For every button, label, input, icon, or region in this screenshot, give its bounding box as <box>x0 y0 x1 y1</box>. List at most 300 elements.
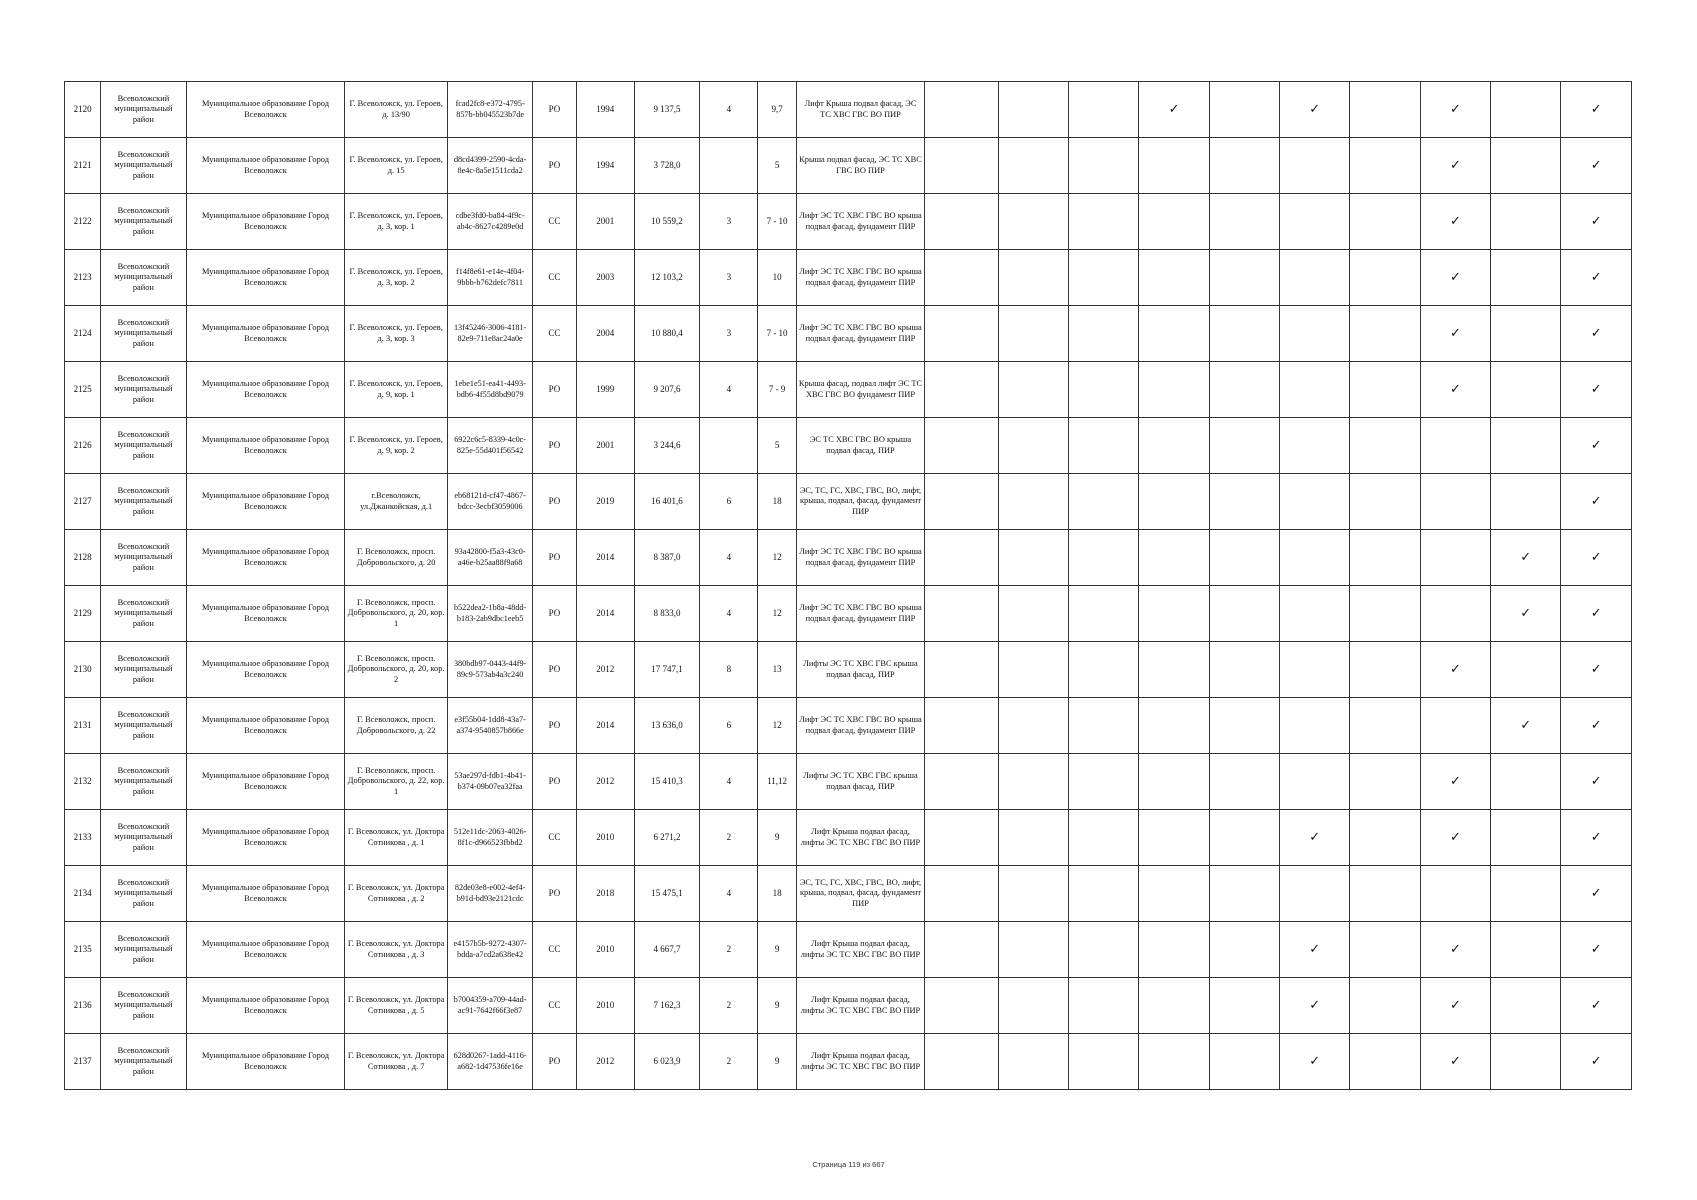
empty-cell <box>1069 642 1139 698</box>
municipality-cell: Муниципальное образование Город Всеволожск <box>186 866 345 922</box>
empty-cell <box>1069 754 1139 810</box>
count-cell: 3 <box>700 250 758 306</box>
address-cell: Г. Всеволожск, ул. Доктора Сотникова , д. 5 <box>345 978 448 1034</box>
table-row <box>65 306 1632 362</box>
address-cell: Г. Всеволожск, просп. Добровольского, д. 20, кор. 2 <box>345 642 448 698</box>
empty-cell <box>1491 474 1561 530</box>
empty-cell <box>1069 978 1139 1034</box>
municipality-cell: Муниципальное образование Город Всеволожск <box>186 530 345 586</box>
floors-cell: 9 <box>758 978 796 1034</box>
year-cell: 2003 <box>576 250 634 306</box>
house-uuid-cell: b7004359-a709-44ad-ac91-7642f66f3e87 <box>447 978 532 1034</box>
check-mark-icon: ✓ <box>1561 586 1632 642</box>
area-cell: 4 667,7 <box>634 922 699 978</box>
year-cell: 2012 <box>576 754 634 810</box>
empty-cell <box>1139 1034 1209 1090</box>
empty-cell <box>1491 138 1561 194</box>
check-mark-icon: ✓ <box>1420 362 1490 418</box>
empty-cell <box>1209 586 1279 642</box>
empty-cell <box>1491 362 1561 418</box>
empty-cell <box>1139 250 1209 306</box>
empty-cell <box>1491 642 1561 698</box>
check-mark-icon: ✓ <box>1491 698 1561 754</box>
empty-cell <box>1350 362 1420 418</box>
empty-cell <box>1491 866 1561 922</box>
house-uuid-cell: f14f8e61-e14e-4f04-9bbb-b762defc7811 <box>447 250 532 306</box>
year-cell: 2014 <box>576 586 634 642</box>
check-mark-icon: ✓ <box>1561 922 1632 978</box>
wall-type-cell: СС <box>533 306 576 362</box>
count-cell: 3 <box>700 306 758 362</box>
empty-cell <box>998 810 1068 866</box>
floors-cell: 9 <box>758 810 796 866</box>
empty-cell <box>1209 306 1279 362</box>
year-cell: 2012 <box>576 642 634 698</box>
district-cell: Всеволожский муниципальный район <box>101 82 186 138</box>
district-cell: Всеволожский муниципальный район <box>101 138 186 194</box>
empty-cell <box>1280 866 1350 922</box>
empty-cell <box>1209 82 1279 138</box>
wall-type-cell: СС <box>533 978 576 1034</box>
check-mark-icon: ✓ <box>1139 82 1209 138</box>
row-number: 2137 <box>65 1034 101 1090</box>
row-number: 2125 <box>65 362 101 418</box>
empty-cell <box>1491 810 1561 866</box>
district-cell: Всеволожский муниципальный район <box>101 922 186 978</box>
municipality-cell: Муниципальное образование Город Всеволожск <box>186 474 345 530</box>
empty-cell <box>998 586 1068 642</box>
empty-cell <box>1069 530 1139 586</box>
house-uuid-cell: e3f55b04-1dd8-43a7-a374-9540857b866e <box>447 698 532 754</box>
empty-cell <box>1139 194 1209 250</box>
empty-cell <box>1209 698 1279 754</box>
empty-cell <box>998 866 1068 922</box>
check-mark-icon: ✓ <box>1561 754 1632 810</box>
count-cell: 3 <box>700 194 758 250</box>
wall-type-cell: РО <box>533 866 576 922</box>
empty-cell <box>1209 362 1279 418</box>
works-list-cell: Лифт Крыша подвал фасад, ЭС ТС ХВС ГВС ВО ПИР <box>796 82 925 138</box>
works-list-cell: Лифт Крыша подвал фасад, лифты ЭС ТС ХВС ГВС ВО ПИР <box>796 922 925 978</box>
empty-cell <box>1491 250 1561 306</box>
empty-cell <box>1491 922 1561 978</box>
house-uuid-cell: 628d0267-1add-4116-a682-1d47536fe16e <box>447 1034 532 1090</box>
empty-cell <box>1491 306 1561 362</box>
empty-cell <box>1209 194 1279 250</box>
floors-cell: 11,12 <box>758 754 796 810</box>
empty-cell <box>1350 530 1420 586</box>
empty-cell <box>1139 642 1209 698</box>
empty-cell <box>998 698 1068 754</box>
check-mark-icon: ✓ <box>1420 306 1490 362</box>
house-uuid-cell: cdbe3fd0-ba84-4f9c-ab4c-8627c4289e0d <box>447 194 532 250</box>
row-number: 2131 <box>65 698 101 754</box>
empty-cell <box>925 194 998 250</box>
empty-cell <box>1491 754 1561 810</box>
wall-type-cell: РО <box>533 362 576 418</box>
works-list-cell: Лифт ЭС ТС ХВС ГВС ВО крыша подвал фасад, фундамент ПИР <box>796 530 925 586</box>
empty-cell <box>1209 978 1279 1034</box>
empty-cell <box>925 530 998 586</box>
count-cell <box>700 138 758 194</box>
check-mark-icon: ✓ <box>1561 82 1632 138</box>
row-number: 2128 <box>65 530 101 586</box>
check-mark-icon: ✓ <box>1561 978 1632 1034</box>
address-cell: Г. Всеволожск, ул. Героев, д. 3, кор. 2 <box>345 250 448 306</box>
works-list-cell: Лифт Крыша подвал фасад, лифты ЭС ТС ХВС ГВС ВО ПИР <box>796 978 925 1034</box>
address-cell: Г. Всеволожск, ул. Героев, д. 13/90 <box>345 82 448 138</box>
row-number: 2122 <box>65 194 101 250</box>
empty-cell <box>998 250 1068 306</box>
empty-cell <box>1350 810 1420 866</box>
address-cell: Г. Всеволожск, просп. Добровольского, д. 20 <box>345 530 448 586</box>
check-mark-icon: ✓ <box>1491 586 1561 642</box>
row-number: 2129 <box>65 586 101 642</box>
empty-cell <box>1350 82 1420 138</box>
count-cell: 4 <box>700 530 758 586</box>
house-uuid-cell: 13f45246-3006-4181-82e9-711e8ac24a0e <box>447 306 532 362</box>
area-cell: 12 103,2 <box>634 250 699 306</box>
empty-cell <box>1069 698 1139 754</box>
year-cell: 1994 <box>576 138 634 194</box>
empty-cell <box>998 82 1068 138</box>
check-mark-icon: ✓ <box>1561 810 1632 866</box>
empty-cell <box>1280 474 1350 530</box>
table-row <box>65 362 1632 418</box>
district-cell: Всеволожский муниципальный район <box>101 250 186 306</box>
floors-cell: 9 <box>758 922 796 978</box>
municipality-cell: Муниципальное образование Город Всеволожск <box>186 810 345 866</box>
empty-cell <box>1209 1034 1279 1090</box>
district-cell: Всеволожский муниципальный район <box>101 642 186 698</box>
check-mark-icon: ✓ <box>1420 754 1490 810</box>
count-cell: 2 <box>700 1034 758 1090</box>
municipality-cell: Муниципальное образование Город Всеволожск <box>186 1034 345 1090</box>
district-cell: Всеволожский муниципальный район <box>101 362 186 418</box>
empty-cell <box>998 306 1068 362</box>
wall-type-cell: РО <box>533 138 576 194</box>
house-uuid-cell: fcad2fc8-e372-4795-857b-bb045523b7de <box>447 82 532 138</box>
municipality-cell: Муниципальное образование Город Всеволожск <box>186 194 345 250</box>
check-mark-icon: ✓ <box>1420 138 1490 194</box>
empty-cell <box>1209 530 1279 586</box>
empty-cell <box>1420 474 1490 530</box>
municipality-cell: Муниципальное образование Город Всеволожск <box>186 978 345 1034</box>
year-cell: 2014 <box>576 530 634 586</box>
empty-cell <box>1350 138 1420 194</box>
empty-cell <box>998 362 1068 418</box>
check-mark-icon: ✓ <box>1280 922 1350 978</box>
row-number: 2123 <box>65 250 101 306</box>
empty-cell <box>1139 474 1209 530</box>
empty-cell <box>1209 418 1279 474</box>
municipality-cell: Муниципальное образование Город Всеволожск <box>186 362 345 418</box>
house-uuid-cell: eb68121d-cf47-4867-bdcc-3ecbf3059006 <box>447 474 532 530</box>
district-cell: Всеволожский муниципальный район <box>101 474 186 530</box>
wall-type-cell: РО <box>533 418 576 474</box>
house-uuid-cell: d8cd4399-2590-4cda-8e4c-8a5e1511cda2 <box>447 138 532 194</box>
row-number: 2133 <box>65 810 101 866</box>
year-cell: 2010 <box>576 978 634 1034</box>
table-row <box>65 194 1632 250</box>
district-cell: Всеволожский муниципальный район <box>101 698 186 754</box>
year-cell: 2001 <box>576 194 634 250</box>
empty-cell <box>998 138 1068 194</box>
empty-cell <box>925 1034 998 1090</box>
empty-cell <box>1069 194 1139 250</box>
wall-type-cell: РО <box>533 698 576 754</box>
district-cell: Всеволожский муниципальный район <box>101 978 186 1034</box>
floors-cell: 12 <box>758 586 796 642</box>
address-cell: Г. Всеволожск, ул. Героев, д. 9, кор. 2 <box>345 418 448 474</box>
works-list-cell: Крыша фасад, подвал лифт ЭС ТС ХВС ГВС ВО фундамент ПИР <box>796 362 925 418</box>
address-cell: Г. Всеволожск, ул. Доктора Сотникова , д. 3 <box>345 922 448 978</box>
municipality-cell: Муниципальное образование Город Всеволожск <box>186 418 345 474</box>
empty-cell <box>998 642 1068 698</box>
year-cell: 2004 <box>576 306 634 362</box>
check-mark-icon: ✓ <box>1491 530 1561 586</box>
wall-type-cell: РО <box>533 642 576 698</box>
check-mark-icon: ✓ <box>1420 922 1490 978</box>
floors-cell: 5 <box>758 138 796 194</box>
empty-cell <box>998 418 1068 474</box>
year-cell: 1999 <box>576 362 634 418</box>
house-uuid-cell: 512e11dc-2063-4026-8f1c-d966523fbbd2 <box>447 810 532 866</box>
check-mark-icon: ✓ <box>1420 194 1490 250</box>
municipality-cell: Муниципальное образование Город Всеволожск <box>186 586 345 642</box>
address-cell: Г. Всеволожск, ул. Героев, д. 9, кор. 1 <box>345 362 448 418</box>
area-cell: 3 728,0 <box>634 138 699 194</box>
empty-cell <box>1491 978 1561 1034</box>
empty-cell <box>925 642 998 698</box>
empty-cell <box>998 978 1068 1034</box>
empty-cell <box>1209 250 1279 306</box>
empty-cell <box>1420 586 1490 642</box>
address-cell: Г. Всеволожск, ул. Героев, д. 15 <box>345 138 448 194</box>
empty-cell <box>1350 250 1420 306</box>
floors-cell: 7 - 9 <box>758 362 796 418</box>
empty-cell <box>925 82 998 138</box>
empty-cell <box>1139 530 1209 586</box>
works-list-cell: Лифты ЭС ТС ХВС ГВС крыша подвал фасад, ПИР <box>796 642 925 698</box>
empty-cell <box>1069 866 1139 922</box>
empty-cell <box>1209 866 1279 922</box>
empty-cell <box>1069 1034 1139 1090</box>
empty-cell <box>925 418 998 474</box>
row-number: 2120 <box>65 82 101 138</box>
empty-cell <box>1069 810 1139 866</box>
address-cell: Г. Всеволожск, просп. Добровольского, д. 20, кор. 1 <box>345 586 448 642</box>
area-cell: 13 636,0 <box>634 698 699 754</box>
wall-type-cell: СС <box>533 194 576 250</box>
row-number: 2130 <box>65 642 101 698</box>
empty-cell <box>1280 530 1350 586</box>
empty-cell <box>1209 138 1279 194</box>
empty-cell <box>1280 754 1350 810</box>
empty-cell <box>1491 418 1561 474</box>
empty-cell <box>1350 306 1420 362</box>
check-mark-icon: ✓ <box>1561 698 1632 754</box>
house-uuid-cell: e4157b5b-9272-4307-bdda-a7cd2a638e42 <box>447 922 532 978</box>
floors-cell: 12 <box>758 698 796 754</box>
count-cell: 6 <box>700 698 758 754</box>
table-row <box>65 530 1632 586</box>
works-list-cell: Лифт ЭС ТС ХВС ГВС ВО крыша подвал фасад, фундамент ПИР <box>796 698 925 754</box>
empty-cell <box>1069 922 1139 978</box>
empty-cell <box>925 810 998 866</box>
wall-type-cell: СС <box>533 922 576 978</box>
empty-cell <box>998 754 1068 810</box>
empty-cell <box>925 866 998 922</box>
house-uuid-cell: 53ae297d-fdb1-4b41-b374-09b07ea32faa <box>447 754 532 810</box>
row-number: 2134 <box>65 866 101 922</box>
row-number: 2135 <box>65 922 101 978</box>
empty-cell <box>1280 642 1350 698</box>
house-uuid-cell: 82de03e8-e002-4ef4-b91d-bd93e2121cdc <box>447 866 532 922</box>
row-number: 2121 <box>65 138 101 194</box>
check-mark-icon: ✓ <box>1280 82 1350 138</box>
floors-cell: 5 <box>758 418 796 474</box>
works-list-cell: Лифт ЭС ТС ХВС ГВС ВО крыша подвал фасад, фундамент ПИР <box>796 194 925 250</box>
count-cell: 2 <box>700 978 758 1034</box>
check-mark-icon: ✓ <box>1420 642 1490 698</box>
empty-cell <box>1209 754 1279 810</box>
count-cell: 4 <box>700 754 758 810</box>
empty-cell <box>1350 586 1420 642</box>
empty-cell <box>1139 754 1209 810</box>
address-cell: Г. Всеволожск, ул. Доктора Сотникова , д. 7 <box>345 1034 448 1090</box>
area-cell: 6 271,2 <box>634 810 699 866</box>
empty-cell <box>1350 418 1420 474</box>
address-cell: Г. Всеволожск, ул. Героев, д. 3, кор. 1 <box>345 194 448 250</box>
check-mark-icon: ✓ <box>1561 194 1632 250</box>
empty-cell <box>998 474 1068 530</box>
table-row <box>65 82 1632 138</box>
works-list-cell: Лифт ЭС ТС ХВС ГВС ВО крыша подвал фасад, фундамент ПИР <box>796 586 925 642</box>
check-mark-icon: ✓ <box>1420 1034 1490 1090</box>
wall-type-cell: СС <box>533 250 576 306</box>
check-mark-icon: ✓ <box>1561 418 1632 474</box>
empty-cell <box>925 922 998 978</box>
empty-cell <box>1209 922 1279 978</box>
area-cell: 3 244,6 <box>634 418 699 474</box>
wall-type-cell: СС <box>533 810 576 866</box>
area-cell: 6 023,9 <box>634 1034 699 1090</box>
address-cell: Г. Всеволожск, ул. Доктора Сотникова , д. 2 <box>345 866 448 922</box>
check-mark-icon: ✓ <box>1561 474 1632 530</box>
district-cell: Всеволожский муниципальный район <box>101 586 186 642</box>
check-mark-icon: ✓ <box>1280 810 1350 866</box>
house-uuid-cell: 1ebe1e51-ea41-4493-bdb6-4f55d8bd9079 <box>447 362 532 418</box>
floors-cell: 7 - 10 <box>758 194 796 250</box>
wall-type-cell: РО <box>533 82 576 138</box>
empty-cell <box>1491 82 1561 138</box>
floors-cell: 18 <box>758 866 796 922</box>
check-mark-icon: ✓ <box>1561 530 1632 586</box>
empty-cell <box>1280 418 1350 474</box>
district-cell: Всеволожский муниципальный район <box>101 194 186 250</box>
area-cell: 16 401,6 <box>634 474 699 530</box>
check-mark-icon: ✓ <box>1561 306 1632 362</box>
works-list-cell: ЭС, ТС, ГС, ХВС, ГВС, ВО, лифт, крыша, подвал, фасад, фундамент ПИР <box>796 474 925 530</box>
check-mark-icon: ✓ <box>1420 978 1490 1034</box>
empty-cell <box>1280 306 1350 362</box>
empty-cell <box>1350 194 1420 250</box>
empty-cell <box>1280 586 1350 642</box>
empty-cell <box>1139 418 1209 474</box>
check-mark-icon: ✓ <box>1420 250 1490 306</box>
address-cell: Г. Всеволожск, просп. Добровольского, д. 22, кор. 1 <box>345 754 448 810</box>
row-number: 2127 <box>65 474 101 530</box>
empty-cell <box>1280 138 1350 194</box>
row-number: 2136 <box>65 978 101 1034</box>
empty-cell <box>998 922 1068 978</box>
works-list-cell: Лифт ЭС ТС ХВС ГВС ВО крыша подвал фасад, фундамент ПИР <box>796 250 925 306</box>
empty-cell <box>1209 642 1279 698</box>
floors-cell: 18 <box>758 474 796 530</box>
empty-cell <box>1209 810 1279 866</box>
floors-cell: 12 <box>758 530 796 586</box>
year-cell: 2018 <box>576 866 634 922</box>
empty-cell <box>1139 922 1209 978</box>
empty-cell <box>1350 866 1420 922</box>
empty-cell <box>1350 698 1420 754</box>
floors-cell: 7 - 10 <box>758 306 796 362</box>
empty-cell <box>1280 698 1350 754</box>
table-row <box>65 922 1632 978</box>
count-cell: 6 <box>700 474 758 530</box>
area-cell: 9 137,5 <box>634 82 699 138</box>
table-row <box>65 138 1632 194</box>
area-cell: 9 207,6 <box>634 362 699 418</box>
area-cell: 17 747,1 <box>634 642 699 698</box>
year-cell: 2019 <box>576 474 634 530</box>
area-cell: 7 162,3 <box>634 978 699 1034</box>
house-uuid-cell: 93a42800-f5a3-43c0-a46e-b25aa88f9a68 <box>447 530 532 586</box>
municipality-cell: Муниципальное образование Город Всеволожск <box>186 922 345 978</box>
empty-cell <box>1420 530 1490 586</box>
works-list-cell: Лифт Крыша подвал фасад, лифты ЭС ТС ХВС ГВС ВО ПИР <box>796 1034 925 1090</box>
works-list-cell: Лифт ЭС ТС ХВС ГВС ВО крыша подвал фасад, фундамент ПИР <box>796 306 925 362</box>
table-row <box>65 474 1632 530</box>
empty-cell <box>1280 250 1350 306</box>
wall-type-cell: РО <box>533 474 576 530</box>
table-row <box>65 586 1632 642</box>
works-list-cell: Лифт Крыша подвал фасад, лифты ЭС ТС ХВС ГВС ВО ПИР <box>796 810 925 866</box>
empty-cell <box>998 530 1068 586</box>
district-cell: Всеволожский муниципальный район <box>101 754 186 810</box>
check-mark-icon: ✓ <box>1561 250 1632 306</box>
municipality-cell: Муниципальное образование Город Всеволожск <box>186 698 345 754</box>
house-uuid-cell: 380bdb97-0443-44f9-89c9-573ab4a3c240 <box>447 642 532 698</box>
page-footer: Страница 119 из 667 <box>812 1160 885 1169</box>
count-cell: 4 <box>700 586 758 642</box>
wall-type-cell: РО <box>533 754 576 810</box>
district-cell: Всеволожский муниципальный район <box>101 1034 186 1090</box>
empty-cell <box>925 978 998 1034</box>
address-cell: Г. Всеволожск, просп. Добровольского, д. 22 <box>345 698 448 754</box>
floors-cell: 10 <box>758 250 796 306</box>
empty-cell <box>1350 642 1420 698</box>
empty-cell <box>1139 138 1209 194</box>
count-cell: 8 <box>700 642 758 698</box>
check-mark-icon: ✓ <box>1420 810 1490 866</box>
check-mark-icon: ✓ <box>1561 866 1632 922</box>
empty-cell <box>1350 978 1420 1034</box>
empty-cell <box>1139 306 1209 362</box>
check-mark-icon: ✓ <box>1561 1034 1632 1090</box>
year-cell: 2010 <box>576 922 634 978</box>
